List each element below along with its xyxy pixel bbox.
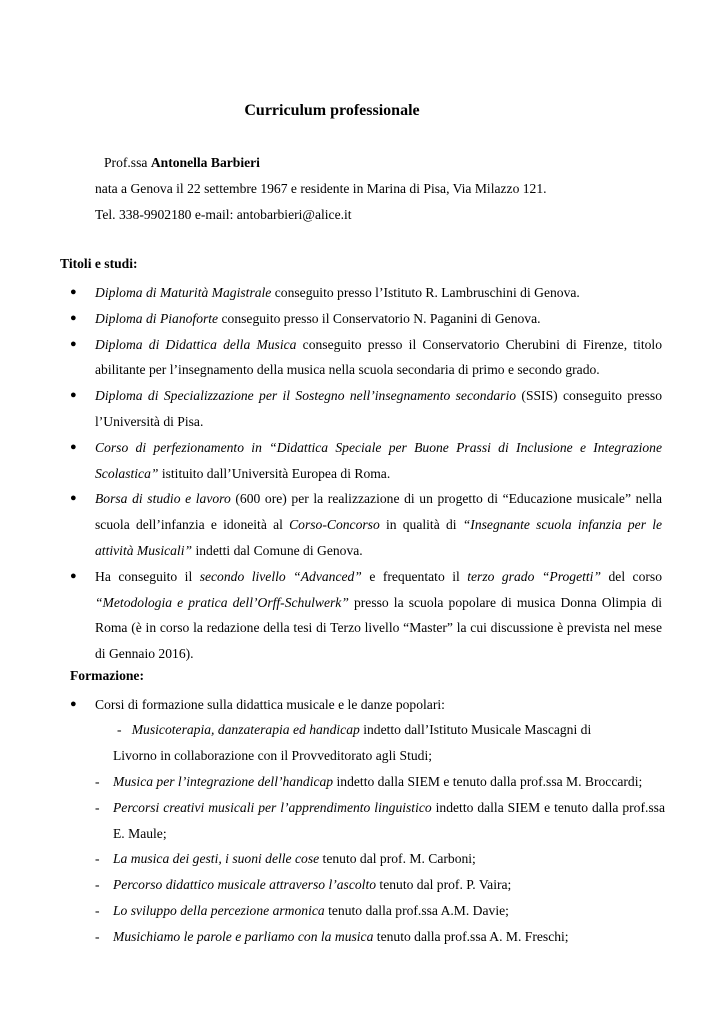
item-text: (SSIS) conseguito presso l’Università di Pisa. bbox=[95, 388, 663, 429]
bullet-icon: ● bbox=[70, 440, 77, 453]
bullet-icon: ● bbox=[70, 492, 77, 505]
course-title: Musicoterapia, danzaterapia ed handicap bbox=[131, 722, 360, 737]
titoli-list bbox=[0, 280, 724, 667]
course-item bbox=[117, 717, 665, 743]
item-text: del corso bbox=[601, 568, 663, 584]
item-italic: Diploma di Maturità Magistrale bbox=[95, 285, 272, 300]
item-text: istituito dall’Università Europea di Roma. bbox=[158, 465, 391, 481]
bullet-icon: ● bbox=[70, 311, 77, 324]
course-title: Musichiamo le parole e parliamo con la musica bbox=[113, 929, 374, 944]
item-italic: Diploma di Specializzazione per il Sostegno nell’insegnamento secondario bbox=[95, 388, 517, 404]
list-item-borsa bbox=[0, 486, 662, 563]
course-item bbox=[95, 872, 665, 898]
dash-marker: - bbox=[95, 903, 100, 918]
item-italic: Diploma di Didattica della Musica bbox=[95, 336, 297, 352]
course-text: tenuto dalla prof.ssa A. M. Freschi; bbox=[373, 929, 569, 944]
course-title: Lo sviluppo della percezione armonica bbox=[113, 903, 325, 918]
item-text: conseguito presso il Conservatorio Cherubini di Firenze, titolo abilitante per l’insegnamento della musica nella scuola secondaria di primo e secondo grado. bbox=[95, 336, 662, 378]
item-italic: secondo livello “Advanced” bbox=[199, 568, 362, 584]
item-text: conseguito presso il Conservatorio N. Paganini di Genova. bbox=[218, 310, 541, 326]
author-name: Antonella Barbieri bbox=[150, 155, 260, 170]
author-prefix: Prof.ssa bbox=[104, 155, 151, 170]
course-title: Percorso didattico musicale attraverso l’ascolto bbox=[113, 877, 377, 892]
course-text: tenuto dal prof. M. Carboni; bbox=[319, 851, 476, 866]
course-item bbox=[95, 846, 665, 872]
bullet-icon: ● bbox=[70, 389, 77, 402]
document-title: Curriculum professionale bbox=[244, 102, 420, 119]
course-title: La musica dei gesti, i suoni delle cose bbox=[113, 851, 320, 866]
item-text: e frequentato il bbox=[361, 568, 468, 584]
course-item-continuation: Livorno in collaborazione con il Provveditorato agli Studi; bbox=[113, 748, 433, 763]
dash-marker: - bbox=[95, 851, 100, 866]
item-italic: Diploma di Pianoforte bbox=[95, 310, 219, 326]
list-item bbox=[0, 332, 662, 384]
item-italic: terzo grado “Progetti” bbox=[467, 568, 602, 584]
dash-marker: - bbox=[95, 877, 100, 892]
course-item bbox=[95, 924, 665, 950]
course-text: indetto dalla SIEM e tenuto dalla prof.ssa E. Maule; bbox=[113, 800, 665, 841]
item-text: presso la scuola popolare di musica Donna Olimpia di Roma (è in corso la redazione della tesi di Terzo livello “Master” la cui discussione è prevista nel mese di Gennaio 2016). bbox=[95, 594, 662, 662]
list-item bbox=[0, 306, 662, 332]
list-item bbox=[0, 692, 662, 718]
item-italic: Corso di perfezionamento in “Didattica Speciale per Buone Prassi di Inclusione e Integrazione Scolastica” bbox=[95, 439, 662, 481]
bullet-icon: ● bbox=[70, 698, 77, 710]
course-title: Percorsi creativi musicali per l’apprendimento linguistico bbox=[113, 800, 432, 815]
course-text: indetto dalla SIEM e tenuto dalla prof.ssa M. Broccardi; bbox=[333, 774, 643, 789]
item-text: indetti dal Comune di Genova. bbox=[192, 542, 363, 558]
bullet-icon: ● bbox=[70, 569, 77, 582]
contact-line: Tel. 338-9902180 e-mail: antobarbieri@alice.it bbox=[95, 207, 352, 222]
item-text: conseguito presso l’Istituto R. Lambruschini di Genova. bbox=[271, 285, 580, 300]
item-italic: “Metodologia e pratica dell’Orff-Schulwerk” bbox=[95, 594, 349, 610]
list-item bbox=[0, 383, 662, 435]
formazione-list bbox=[0, 692, 724, 718]
author-line bbox=[104, 151, 664, 175]
course-item bbox=[95, 898, 665, 924]
item-text: in qualità di bbox=[379, 517, 463, 533]
item-text: Corsi di formazione sulla didattica musicale e le danze popolari: bbox=[95, 697, 445, 712]
course-text: tenuto dal prof. P. Vaira; bbox=[376, 877, 512, 892]
course-item bbox=[95, 769, 665, 795]
course-text: tenuto dalla prof.ssa A.M. Davie; bbox=[324, 903, 509, 918]
dash-marker: - bbox=[95, 929, 100, 944]
course-title: Musica per l’integrazione dell’handicap bbox=[113, 774, 334, 789]
section-heading-formazione: Formazione: bbox=[70, 668, 144, 683]
birth-residence-line: nata a Genova il 22 settembre 1967 e residente in Marina di Pisa, Via Milazzo 121. bbox=[95, 181, 547, 196]
bullet-icon: ● bbox=[70, 286, 77, 298]
list-item-orff bbox=[0, 564, 662, 667]
course-text: indetto dall’Istituto Musicale Mascagni di bbox=[359, 722, 592, 737]
dash-marker: - bbox=[95, 774, 100, 789]
list-item bbox=[0, 280, 662, 306]
list-item bbox=[0, 435, 662, 487]
dash-marker: - bbox=[117, 722, 122, 737]
bullet-icon: ● bbox=[70, 337, 77, 350]
item-text: Ha conseguito il bbox=[95, 568, 200, 584]
item-italic: “Insegnante scuola infanzia per le attività Musicali” bbox=[95, 517, 663, 558]
item-italic: Corso-Concorso bbox=[289, 517, 380, 533]
section-heading-titoli: Titoli e studi: bbox=[60, 256, 138, 271]
item-text: (600 ore) per la realizzazione di un progetto di “Educazione musicale” nella scuola dell’infanzia e idoneità al bbox=[95, 491, 663, 533]
dash-marker: - bbox=[95, 800, 100, 815]
course-item bbox=[95, 795, 665, 847]
item-italic: Borsa di studio e lavoro bbox=[95, 491, 231, 507]
